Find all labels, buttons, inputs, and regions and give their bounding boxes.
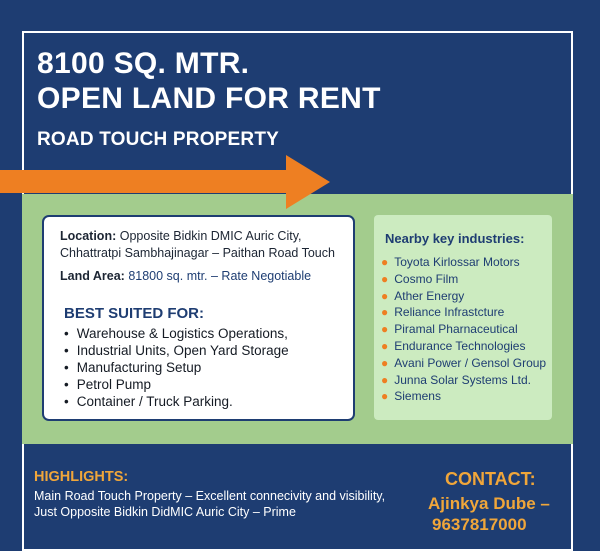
bullet-dot-icon: ● [381,255,389,269]
bullet-dot-icon: ● [381,355,389,370]
best-suited-list [64,325,289,410]
arrow-head [286,155,330,209]
industries-card [374,215,552,420]
industry-name: Piramal Pharnaceutical [394,322,518,337]
contact-title: CONTACT: [445,469,536,489]
industry-name: Siemens [394,389,441,404]
location-value-1: Opposite Bidkin DMIC Auric City, [119,229,302,243]
list-item [381,254,546,271]
highlights-line-2: Just Opposite Bidkin DidMIC Auric City – Prime [34,505,296,519]
list-item [381,321,546,338]
best-suited-title: BEST SUITED FOR: [64,305,205,322]
industry-name: Toyota Kirlossar Motors [394,255,520,269]
page-title [37,46,381,116]
page-subtitle: ROAD TOUCH PROPERTY [37,129,280,150]
location-card [42,215,355,421]
bullet-dot-icon: ● [381,338,389,353]
industry-name: Cosmo Film [394,271,459,286]
land-area-value: 81800 sq. mtr. – Rate Negotiable [128,269,312,283]
list-item: • Manufacturing Setup [64,359,289,376]
highlights-title: HIGHLIGHTS: [34,469,129,485]
bullet-dot-icon: ● [381,305,389,320]
list-item: • Industrial Units, Open Yard Storage [64,342,289,359]
title-line-2: OPEN LAND FOR RENT [37,82,381,115]
list-item [381,271,546,288]
list-item [381,288,546,305]
industries-title: Nearby key industries: [385,231,525,246]
industry-name: Avani Power / Gensol Group [394,355,547,370]
list-item [381,304,546,321]
list-item [381,388,546,405]
location-label: Location: [60,229,117,243]
list-item: • Container / Truck Parking. [64,393,289,410]
industry-name: Ather Energy [394,288,465,303]
land-area-label: Land Area: [60,269,125,283]
highlights-line-1: Main Road Touch Property – Excellent connecivity and visibility, [34,489,386,503]
industry-name: Junna Solar Systems Ltd. [394,372,531,387]
title-line-1: 8100 SQ. MTR. [37,47,250,80]
location-line-1 [60,229,302,243]
bullet-dot-icon: ● [381,372,389,387]
location-line-2: Chhattratpi Sambhajinagar – Paithan Road Touch [60,246,335,260]
list-item [381,372,546,389]
list-item: • Warehouse & Logistics Operations, [64,325,289,342]
bullet-dot-icon: ● [381,322,389,337]
contact-phone[interactable]: 9637817000 [432,515,527,534]
list-item [381,338,546,355]
contact-name: Ajinkya Dube – [428,494,550,513]
arrow-shaft [0,170,288,193]
list-item [381,355,546,372]
bullet-dot-icon: ● [381,288,389,303]
list-item: • Petrol Pump [64,376,289,393]
bullet-dot-icon: ● [381,389,389,404]
bullet-dot-icon: ● [381,271,389,286]
land-area-line [60,269,311,283]
industries-list [381,254,546,405]
industry-name: Reliance Infrastcture [394,305,505,320]
industry-name: Endurance Technologies [394,338,526,353]
